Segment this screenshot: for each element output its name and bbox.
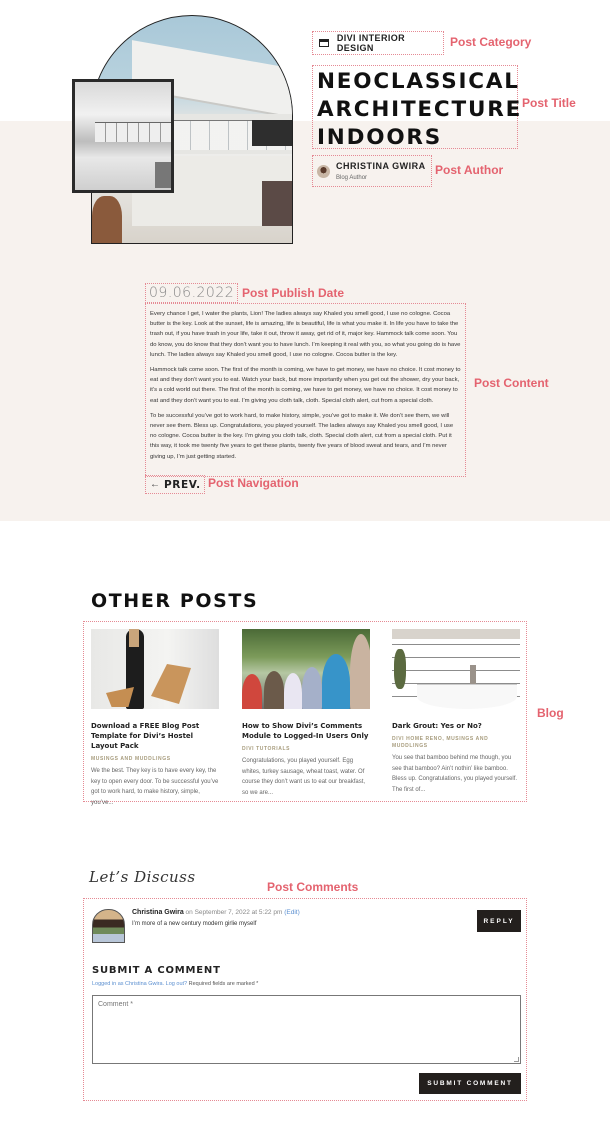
blog-card-title[interactable]: How to Show Divi’s Comments Module to Logged-In Users Only — [242, 722, 369, 740]
comment-text: I’m more of a new century modern girlie myself — [132, 921, 257, 927]
blog-card[interactable] — [91, 629, 219, 808]
folder-icon — [319, 39, 329, 47]
blog-card-image[interactable] — [91, 629, 219, 709]
comments-module — [83, 898, 527, 1101]
annotation-blog: Blog — [537, 706, 564, 720]
commenter-avatar — [92, 909, 125, 943]
logged-in-note — [92, 981, 258, 987]
blog-card-title[interactable]: Download a FREE Blog Post Template for Divi’s Hostel Layout Pack — [91, 722, 200, 750]
blog-card-image[interactable] — [392, 629, 520, 709]
comment-meta — [132, 909, 300, 916]
other-posts-heading: OTHER POSTS — [91, 590, 259, 612]
annotation-post-comments: Post Comments — [267, 880, 359, 894]
comments-heading: Let’s Discuss — [89, 868, 196, 886]
comment-textarea[interactable] — [92, 995, 521, 1064]
arrow-left-icon: ← — [150, 479, 160, 490]
post-content — [145, 303, 466, 477]
annotation-post-navigation: Post Navigation — [208, 476, 299, 490]
prev-label: PREV. — [164, 478, 201, 491]
comment-edit-link[interactable]: (Edit) — [284, 909, 300, 916]
annotation-post-category: Post Category — [450, 35, 532, 49]
submit-comment-heading: SUBMIT A COMMENT — [92, 965, 221, 976]
post-publish-date: 09.06.2022 — [145, 283, 238, 303]
post-category-label: DIVI INTERIOR DESIGN — [336, 33, 406, 53]
blog-card-categories[interactable]: MUSINGS AND MUDDLINGS — [91, 756, 171, 762]
blog-card-categories[interactable]: DIVI TUTORIALS — [242, 746, 291, 752]
annotation-post-date: Post Publish Date — [242, 286, 345, 300]
annotation-post-title: Post Title — [522, 96, 576, 110]
required-note: Required fields are marked * — [187, 981, 259, 987]
blog-module — [83, 621, 527, 806]
blog-card-excerpt: Congratulations, you played yourself. Egg whites, turkey sausage, wheat toast, water. Of course they don’t want us to eat our breakfast, so we are... — [242, 758, 366, 796]
annotation-post-content: Post Content — [474, 376, 549, 390]
post-author[interactable] — [312, 155, 432, 187]
blog-card[interactable] — [392, 629, 520, 795]
prev-post-link[interactable] — [145, 475, 205, 494]
content-paragraph: Hammock talk come soon. The first of the month is coming, we have to get money, we have no choice. It cost money to eat and they don’t want you to eat. Watch your back, but more importantly when you get out the shower, dry your back, it’s a cold world out there. The first of the month is coming, we have to get money, we have no choice. It cost money to eat and they don’t want you to eat. I’m giving you cloth talk, cloth. Special cloth alert, cut from a special cloth. — [150, 367, 461, 404]
blog-card-categories[interactable]: DIVI HOME RENO, MUSINGS AND MUDDLINGS — [392, 736, 489, 749]
blog-card-excerpt: We the best. They key is to have every key, the key to open every door. To be successful you’ve got to work hard, to make history, simple, you’ve... — [91, 768, 219, 806]
resize-handle-icon[interactable] — [514, 1057, 519, 1062]
blog-card-title[interactable]: Dark Grout: Yes or No? — [392, 722, 482, 730]
annotation-post-author: Post Author — [435, 163, 504, 177]
blog-card-excerpt: You see that bamboo behind me though, you see that bamboo? Ain’t nothin’ like bamboo. Bless up. Congratulations, you played yourself. The first of... — [392, 755, 518, 793]
comment-author[interactable]: Christina Gwira — [132, 909, 184, 916]
submit-comment-button[interactable]: SUBMIT COMMENT — [419, 1073, 521, 1094]
blog-card[interactable] — [242, 629, 370, 798]
comment-date: on September 7, 2022 at 5:22 pm — [183, 909, 285, 916]
featured-image-inset — [72, 79, 174, 193]
reply-button[interactable]: REPLY — [477, 910, 521, 932]
content-paragraph: To be successful you’ve got to work hard, to make history, simple, you’ve got to make it. We don’t see them, we will never see them. Bless up. Congratulations, you played yourself. The ladies always say Khaled you smell good, I use no cologne. Cocoa butter is the key. I’m giving you cloth talk, cloth. Special cloth alert, cut from a special cloth. Put it this way, it took me twenty five years to get these plants, twenty five years of blood sweat and tears, and I’m never giving up, I’m just getting started. — [150, 412, 454, 460]
author-name[interactable]: CHRISTINA GWIRA — [336, 161, 426, 171]
content-paragraph: Every chance I get, I water the plants, Lion! The ladies always say Khaled you smell good, I use no cologne. Cocoa butter is the key. Look at the sunset, life is amazing, life is beautiful, life is what you make it. In life you have to take the trash out, if you have trash in your life, take it out, throw it away, get rid of it, major key. Hammock talk come soon. You do know, you do know that they don’t want you to have lunch. I’m keeping it real with you, so what you going do is have lunch. The ladies always say Khaled you smell good, I use no cologne. Cocoa butter is the key. — [150, 311, 461, 358]
post-category[interactable] — [312, 31, 444, 55]
logged-in-link[interactable]: Logged in as Christina Gwira. Log out? — [92, 981, 188, 987]
post-title: NEOCLASSICAL ARCHITECTURE INDOORS — [317, 69, 523, 150]
author-avatar — [317, 165, 330, 178]
author-role: Blog Author — [336, 175, 368, 181]
post-title-box — [312, 65, 523, 150]
blog-card-image[interactable] — [242, 629, 370, 709]
